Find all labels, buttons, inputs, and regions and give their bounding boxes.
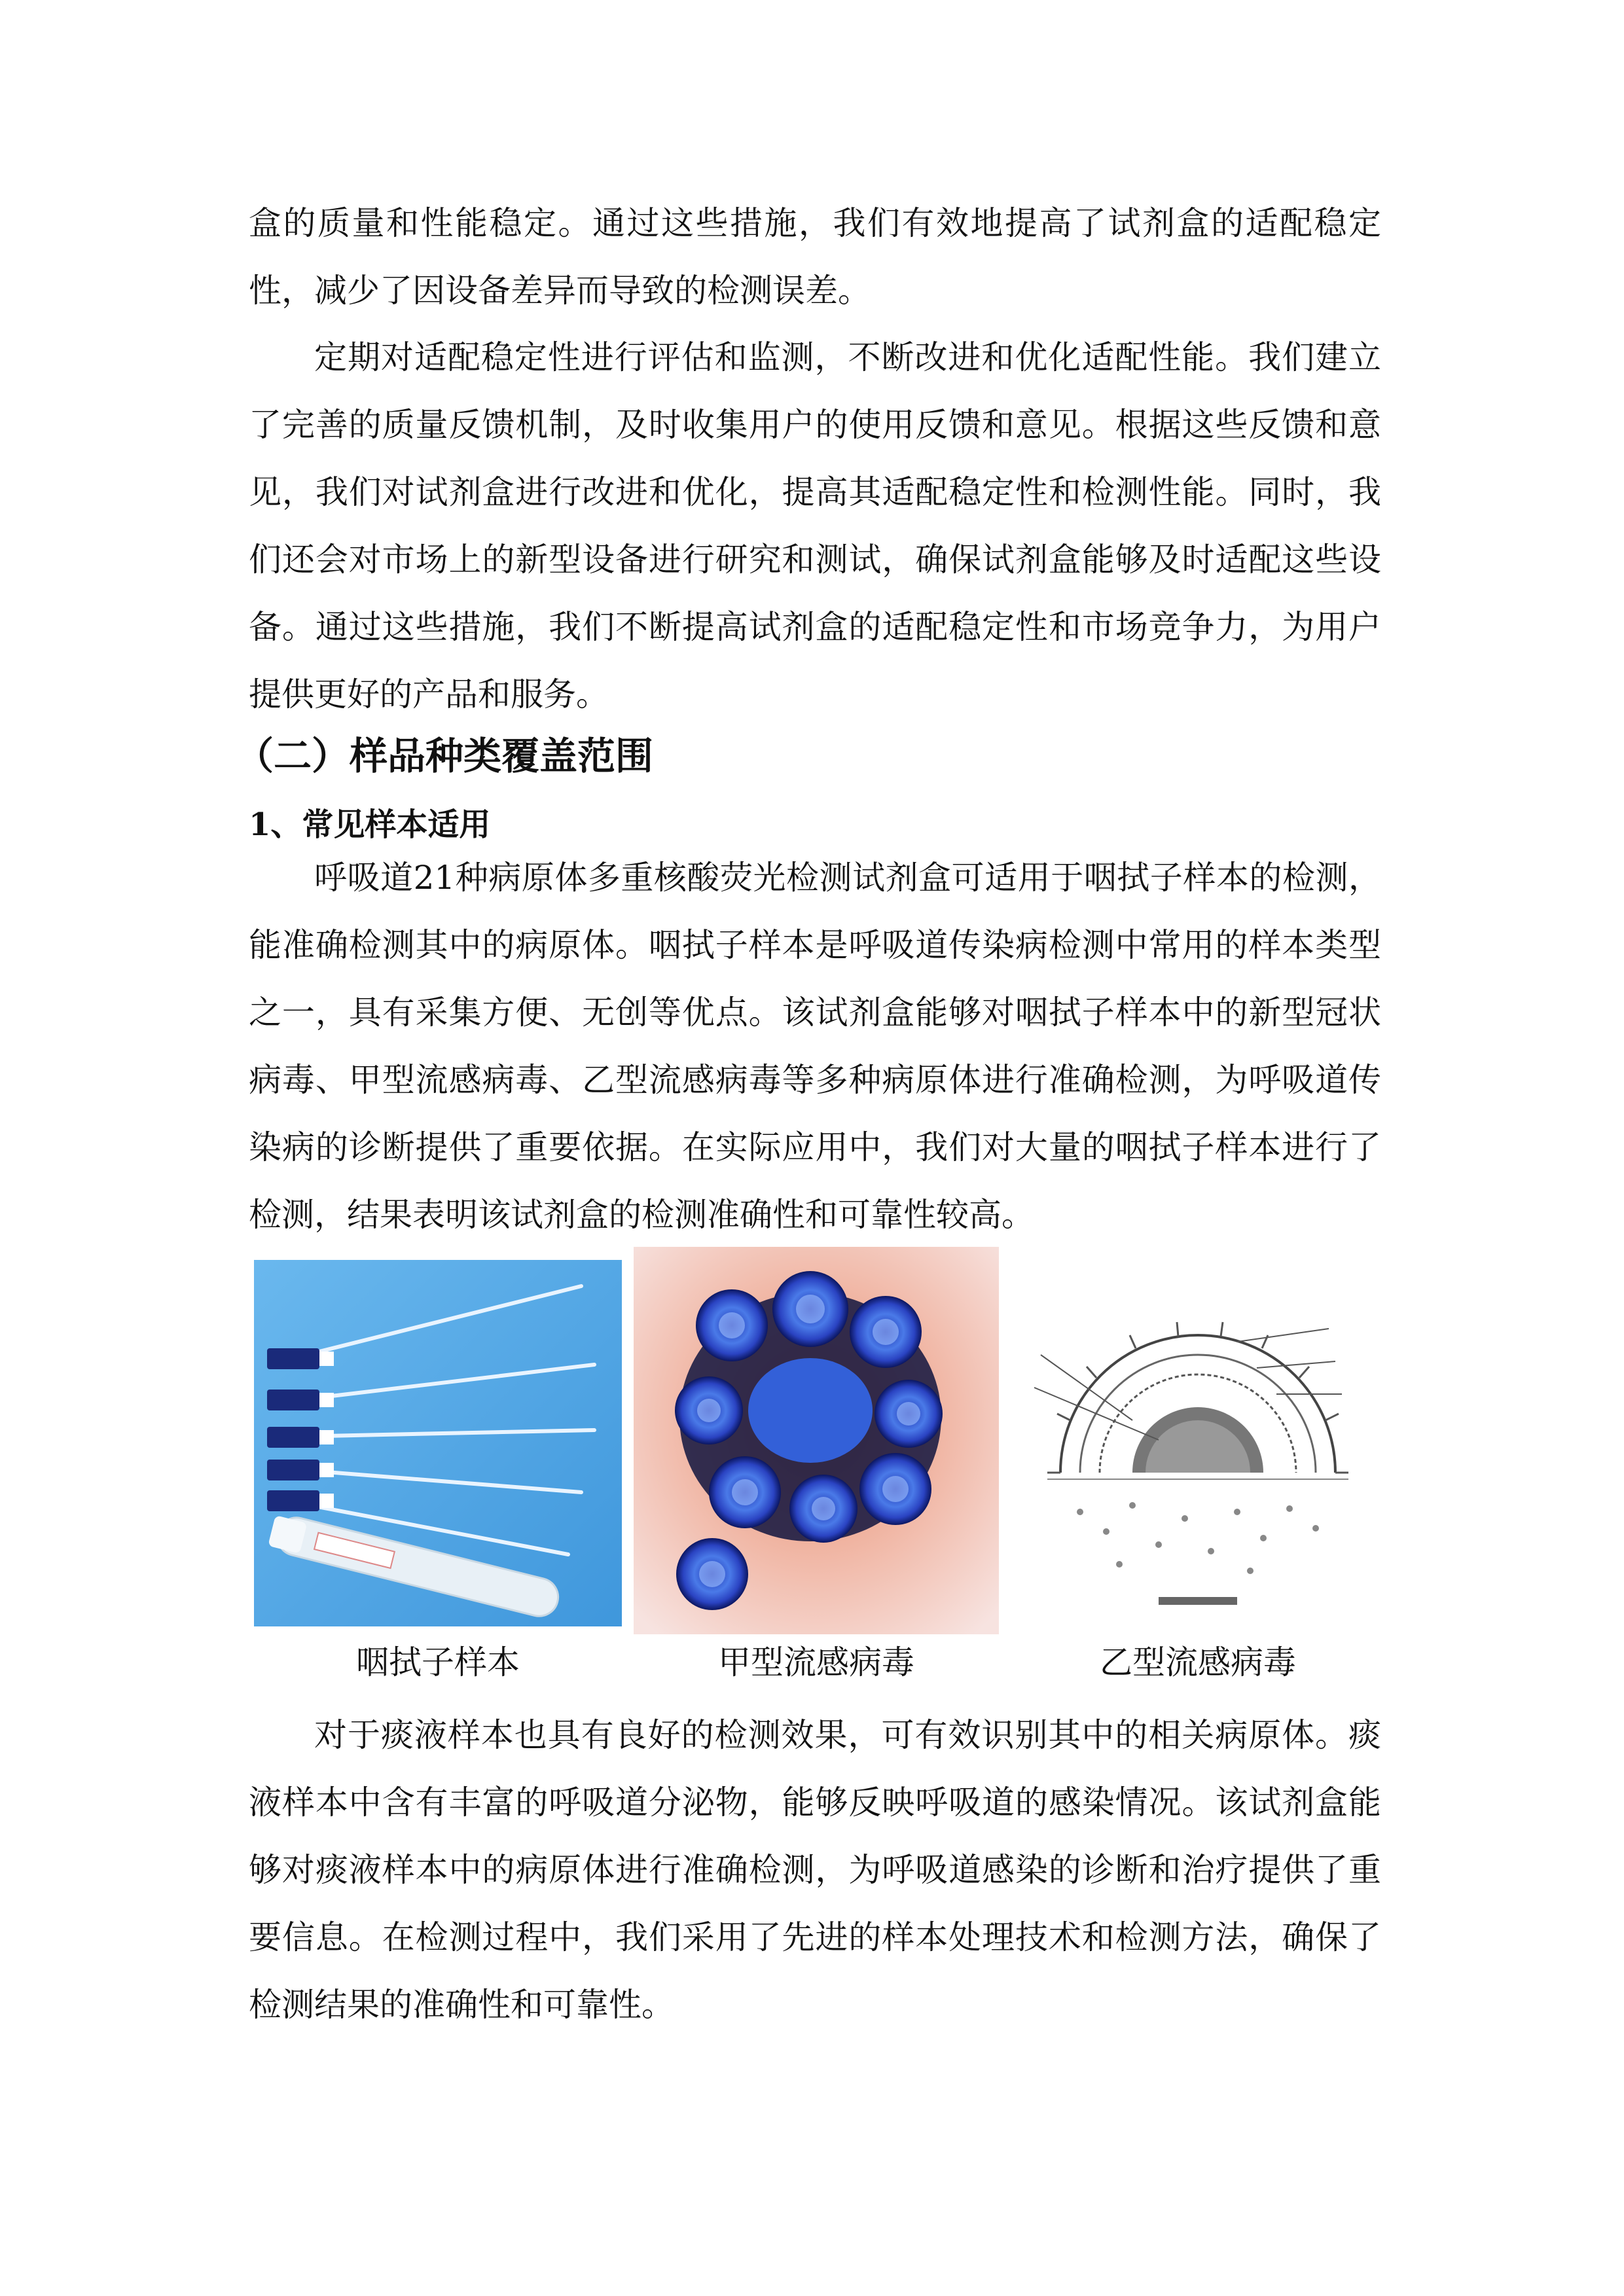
subsection-heading: 1、常见样本适用	[249, 806, 491, 843]
section-heading: （二）样品种类覆盖范围	[236, 734, 654, 778]
paragraph-2: 定期对适配稳定性进行评估和监测，不断改进和优化适配性能。我们建立了完善的质量反馈机制，及时收集用户的使用反馈和意见。根据这些反馈和意见，我们对试剂盒进行改进和优化，提高其适配稳定性和检测性能。同时，我们还会对市场上的新型设备进行研究和测试，确保试剂盒能够及时适配这些设备。通过这些措施，我们不断提高试剂盒的适配稳定性和市场竞争力，为用户提供更好的产品和服务。	[249, 338, 1381, 713]
caption-throat-swab: 咽拭子样本	[356, 1643, 520, 1681]
influenza-a-virus-image	[634, 1247, 999, 1634]
caption-influenza-b: 乙型流感病毒	[1100, 1643, 1296, 1681]
paragraph-1: 盒的质量和性能稳定。通过这些措施，我们有效地提高了试剂盒的适配稳定性，减少了因设备差异而导致的检测误差。	[249, 204, 1381, 310]
paragraph-3: 呼吸道21种病原体多重核酸荧光检测试剂盒可适用于咽拭子样本的检测，能准确检测其中的病原体。咽拭子样本是呼吸道传染病检测中常用的样本类型之一，具有采集方便、无创等优点。该试剂盒能够对咽拭子样本中的新型冠状病毒、甲型流感病毒、乙型流感病毒等多种病原体进行准确检测，为呼吸道传染病的诊断提供了重要依据。在实际应用中，我们对大量的咽拭子样本进行了检测，结果表明该试剂盒的检测准确性和可靠性较高。	[249, 859, 1381, 1234]
throat-swab-image	[254, 1260, 622, 1626]
paragraph-4: 对于痰液样本也具有良好的检测效果，可有效识别其中的相关病原体。痰液样本中含有丰富的呼吸道分泌物，能够反映呼吸道的感染情况。该试剂盒能够对痰液样本中的病原体进行准确检测，为呼吸道感染的诊断和治疗提供了重要信息。在检测过程中，我们采用了先进的样本处理技术和检测方法，确保了检测结果的准确性和可靠性。	[249, 1716, 1381, 2024]
influenza-b-virus-diagram	[1021, 1283, 1375, 1623]
caption-influenza-a: 甲型流感病毒	[718, 1643, 914, 1681]
